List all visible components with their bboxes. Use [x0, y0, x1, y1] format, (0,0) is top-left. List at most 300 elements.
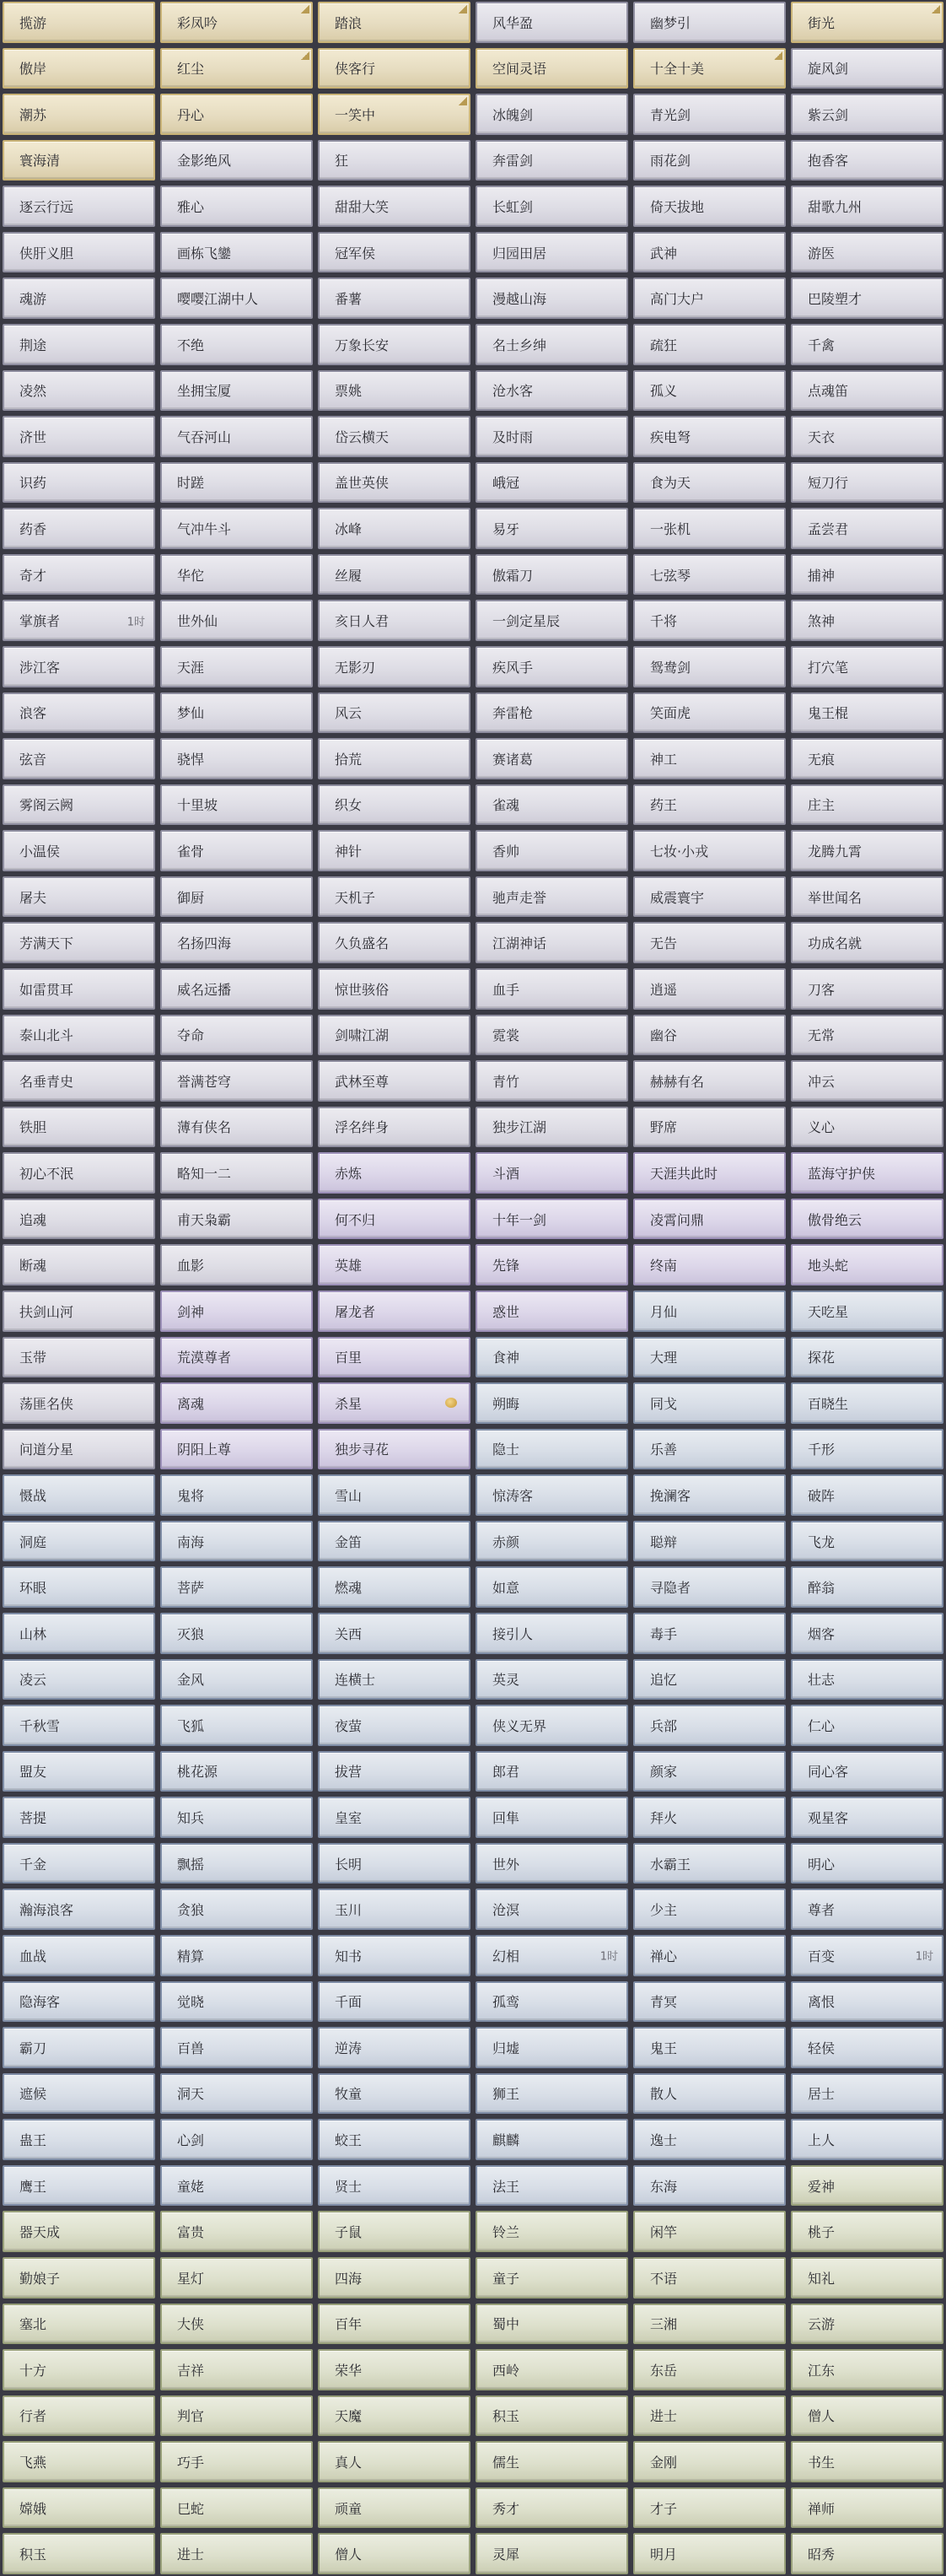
title-tile[interactable] — [633, 1935, 786, 1976]
title-tile[interactable] — [160, 2119, 313, 2160]
title-tile[interactable] — [791, 2395, 943, 2437]
title-tile[interactable] — [633, 1521, 786, 1562]
title-tile[interactable] — [633, 1659, 786, 1700]
title-tile[interactable] — [633, 2349, 786, 2390]
title-tile[interactable] — [318, 2533, 470, 2574]
title-tile[interactable] — [3, 2257, 155, 2298]
title-tile[interactable] — [3, 600, 155, 641]
title-tile[interactable] — [160, 1152, 313, 1194]
title-tile[interactable] — [791, 2211, 943, 2252]
title-tile[interactable] — [160, 140, 313, 181]
title-tile[interactable] — [3, 1889, 155, 1930]
title-tile[interactable] — [633, 2487, 786, 2529]
title-tile[interactable] — [318, 922, 470, 963]
title-tile[interactable] — [160, 968, 313, 1010]
title-tile[interactable] — [160, 922, 313, 963]
title-tile[interactable] — [160, 2027, 313, 2068]
title-tile[interactable] — [318, 693, 470, 734]
title-tile[interactable] — [318, 232, 470, 273]
title-tile[interactable] — [633, 1797, 786, 1838]
title-tile[interactable] — [476, 1705, 628, 1746]
title-tile[interactable] — [633, 554, 786, 595]
title-tile[interactable] — [160, 1382, 313, 1424]
title-tile[interactable] — [791, 1474, 943, 1516]
title-tile[interactable] — [3, 784, 155, 826]
title-tile[interactable] — [633, 48, 786, 89]
title-tile[interactable] — [633, 693, 786, 734]
title-tile[interactable] — [791, 2533, 943, 2574]
title-tile[interactable] — [318, 646, 470, 687]
title-tile[interactable] — [476, 2395, 628, 2437]
title-tile[interactable] — [633, 2257, 786, 2298]
title-tile[interactable] — [318, 2349, 470, 2390]
title-tile[interactable] — [3, 2211, 155, 2252]
title-tile[interactable] — [160, 1474, 313, 1516]
title-tile[interactable] — [476, 1613, 628, 1654]
title-tile[interactable] — [476, 2165, 628, 2207]
title-tile[interactable] — [633, 1981, 786, 2023]
title-tile[interactable] — [791, 2165, 943, 2207]
title-tile[interactable] — [476, 1382, 628, 1424]
title-tile[interactable] — [318, 1705, 470, 1746]
title-tile[interactable] — [791, 693, 943, 734]
title-tile[interactable] — [633, 1705, 786, 1746]
title-tile[interactable] — [160, 1613, 313, 1654]
title-tile[interactable] — [791, 1981, 943, 2023]
title-tile[interactable] — [791, 646, 943, 687]
title-tile[interactable] — [791, 1935, 943, 1976]
title-tile[interactable] — [791, 2, 943, 43]
title-tile[interactable] — [633, 462, 786, 504]
title-tile[interactable] — [791, 1244, 943, 1285]
title-tile[interactable] — [791, 1015, 943, 1056]
title-tile[interactable] — [318, 1060, 470, 1102]
title-tile[interactable] — [318, 1152, 470, 1194]
title-tile[interactable] — [3, 2395, 155, 2437]
title-tile[interactable] — [633, 232, 786, 273]
title-tile[interactable] — [318, 1751, 470, 1792]
title-tile[interactable] — [318, 140, 470, 181]
title-tile[interactable] — [160, 278, 313, 319]
title-tile[interactable] — [3, 2073, 155, 2115]
title-tile[interactable] — [791, 2119, 943, 2160]
title-tile[interactable] — [476, 186, 628, 227]
title-tile[interactable] — [3, 1981, 155, 2023]
title-tile[interactable] — [3, 738, 155, 779]
title-tile[interactable] — [791, 2257, 943, 2298]
title-tile[interactable] — [791, 94, 943, 135]
title-tile[interactable] — [318, 2119, 470, 2160]
title-tile[interactable] — [791, 416, 943, 457]
title-tile[interactable] — [318, 2211, 470, 2252]
title-tile[interactable] — [476, 324, 628, 365]
title-tile[interactable] — [3, 2441, 155, 2482]
title-tile[interactable] — [160, 48, 313, 89]
title-tile[interactable] — [476, 2304, 628, 2345]
title-tile[interactable] — [791, 1705, 943, 1746]
title-tile[interactable] — [791, 1429, 943, 1470]
title-tile[interactable] — [3, 1705, 155, 1746]
title-tile[interactable] — [633, 1060, 786, 1102]
title-tile[interactable] — [3, 94, 155, 135]
title-tile[interactable] — [476, 508, 628, 549]
title-tile[interactable] — [791, 1337, 943, 1378]
title-tile[interactable] — [318, 2441, 470, 2482]
title-tile[interactable] — [476, 1429, 628, 1470]
title-tile[interactable] — [476, 2441, 628, 2482]
title-tile[interactable] — [791, 462, 943, 504]
title-tile[interactable] — [633, 324, 786, 365]
title-tile[interactable] — [791, 554, 943, 595]
title-tile[interactable] — [318, 2027, 470, 2068]
title-tile[interactable] — [318, 784, 470, 826]
title-tile[interactable] — [633, 140, 786, 181]
title-tile[interactable] — [476, 1337, 628, 1378]
title-tile[interactable] — [3, 370, 155, 412]
title-tile[interactable] — [633, 1613, 786, 1654]
title-tile[interactable] — [476, 1981, 628, 2023]
title-tile[interactable] — [791, 1382, 943, 1424]
title-tile[interactable] — [476, 738, 628, 779]
title-tile[interactable] — [3, 278, 155, 319]
title-tile[interactable] — [318, 1474, 470, 1516]
title-tile[interactable] — [160, 2349, 313, 2390]
title-tile[interactable] — [476, 2027, 628, 2068]
title-tile[interactable] — [791, 600, 943, 641]
title-tile[interactable] — [160, 94, 313, 135]
title-tile[interactable] — [633, 600, 786, 641]
title-tile[interactable] — [633, 922, 786, 963]
title-tile[interactable] — [476, 784, 628, 826]
title-tile[interactable] — [633, 1152, 786, 1194]
title-tile[interactable] — [160, 1566, 313, 1608]
title-tile[interactable] — [3, 1382, 155, 1424]
title-tile[interactable] — [476, 1935, 628, 1976]
title-tile[interactable] — [160, 693, 313, 734]
title-tile[interactable] — [318, 462, 470, 504]
title-tile[interactable] — [791, 876, 943, 918]
title-tile[interactable] — [476, 2211, 628, 2252]
title-tile[interactable] — [318, 1935, 470, 1976]
title-tile[interactable] — [476, 554, 628, 595]
title-tile[interactable] — [791, 2487, 943, 2529]
title-tile[interactable] — [791, 1521, 943, 1562]
title-tile[interactable] — [476, 968, 628, 1010]
title-tile[interactable] — [3, 2487, 155, 2529]
title-tile[interactable] — [160, 1705, 313, 1746]
title-tile[interactable] — [3, 48, 155, 89]
title-tile[interactable] — [3, 693, 155, 734]
title-tile[interactable] — [318, 1889, 470, 1930]
title-tile[interactable] — [3, 554, 155, 595]
title-tile[interactable] — [160, 2165, 313, 2207]
title-tile[interactable] — [3, 1566, 155, 1608]
title-tile[interactable] — [633, 1199, 786, 1240]
title-tile[interactable] — [791, 2441, 943, 2482]
title-tile[interactable] — [160, 370, 313, 412]
title-tile[interactable] — [3, 646, 155, 687]
title-tile[interactable] — [318, 416, 470, 457]
title-tile[interactable] — [318, 1244, 470, 1285]
title-tile[interactable] — [318, 554, 470, 595]
title-tile[interactable] — [160, 2441, 313, 2482]
title-tile[interactable] — [633, 94, 786, 135]
title-tile[interactable] — [633, 1566, 786, 1608]
title-tile[interactable] — [160, 1843, 313, 1884]
title-tile[interactable] — [476, 2073, 628, 2115]
title-tile[interactable] — [633, 2073, 786, 2115]
title-tile[interactable] — [160, 232, 313, 273]
title-tile[interactable] — [318, 1291, 470, 1332]
title-tile[interactable] — [318, 186, 470, 227]
title-tile[interactable] — [318, 968, 470, 1010]
title-tile[interactable] — [633, 646, 786, 687]
title-tile[interactable] — [633, 738, 786, 779]
title-tile[interactable] — [318, 2257, 470, 2298]
title-tile[interactable] — [160, 2257, 313, 2298]
title-tile[interactable] — [476, 1060, 628, 1102]
title-tile[interactable] — [160, 324, 313, 365]
title-tile[interactable] — [318, 1981, 470, 2023]
title-tile[interactable] — [3, 922, 155, 963]
title-tile[interactable] — [318, 278, 470, 319]
title-tile[interactable] — [3, 2349, 155, 2390]
title-tile[interactable] — [160, 1935, 313, 1976]
title-tile[interactable] — [476, 48, 628, 89]
title-tile[interactable] — [633, 1244, 786, 1285]
title-tile[interactable] — [476, 2487, 628, 2529]
title-tile[interactable] — [318, 830, 470, 871]
title-tile[interactable] — [791, 370, 943, 412]
title-tile[interactable] — [633, 830, 786, 871]
title-tile[interactable] — [3, 1015, 155, 1056]
title-tile[interactable] — [476, 140, 628, 181]
title-tile[interactable] — [160, 2533, 313, 2574]
title-tile[interactable] — [476, 1474, 628, 1516]
title-tile[interactable] — [3, 2, 155, 43]
title-tile[interactable] — [160, 2304, 313, 2345]
title-tile[interactable] — [160, 600, 313, 641]
title-tile[interactable] — [476, 94, 628, 135]
title-tile[interactable] — [476, 1291, 628, 1332]
title-tile[interactable] — [633, 784, 786, 826]
title-tile[interactable] — [3, 1843, 155, 1884]
title-tile[interactable] — [160, 2, 313, 43]
title-tile[interactable] — [633, 2027, 786, 2068]
title-tile[interactable] — [633, 1382, 786, 1424]
title-tile[interactable] — [476, 1152, 628, 1194]
title-tile[interactable] — [160, 462, 313, 504]
title-tile[interactable] — [318, 324, 470, 365]
title-tile[interactable] — [160, 1199, 313, 1240]
title-tile[interactable] — [476, 830, 628, 871]
title-tile[interactable] — [318, 2073, 470, 2115]
title-tile[interactable] — [318, 1843, 470, 1884]
title-tile[interactable] — [160, 1337, 313, 1378]
title-tile[interactable] — [160, 2395, 313, 2437]
title-tile[interactable] — [3, 1291, 155, 1332]
title-tile[interactable] — [633, 1107, 786, 1148]
title-tile[interactable] — [476, 1566, 628, 1608]
title-tile[interactable] — [3, 1060, 155, 1102]
title-tile[interactable] — [318, 1566, 470, 1608]
title-tile[interactable] — [791, 1060, 943, 1102]
title-tile[interactable] — [318, 1107, 470, 1148]
title-tile[interactable] — [318, 1015, 470, 1056]
title-tile[interactable] — [160, 1429, 313, 1470]
title-tile[interactable] — [633, 2, 786, 43]
title-tile[interactable] — [3, 1474, 155, 1516]
title-tile[interactable] — [476, 1521, 628, 1562]
title-tile[interactable] — [160, 1797, 313, 1838]
title-tile[interactable] — [318, 1613, 470, 1654]
title-tile[interactable] — [160, 1521, 313, 1562]
title-tile[interactable] — [160, 1015, 313, 1056]
title-tile[interactable] — [3, 1613, 155, 1654]
title-tile[interactable] — [633, 370, 786, 412]
title-tile[interactable] — [791, 1152, 943, 1194]
title-tile[interactable] — [476, 370, 628, 412]
title-tile[interactable] — [791, 324, 943, 365]
title-tile[interactable] — [160, 1060, 313, 1102]
title-tile[interactable] — [476, 600, 628, 641]
title-tile[interactable] — [791, 738, 943, 779]
title-tile[interactable] — [633, 2211, 786, 2252]
title-tile[interactable] — [318, 508, 470, 549]
title-tile[interactable] — [318, 2165, 470, 2207]
title-tile[interactable] — [318, 738, 470, 779]
title-tile[interactable] — [476, 2257, 628, 2298]
title-tile[interactable] — [318, 876, 470, 918]
title-tile[interactable] — [791, 1613, 943, 1654]
title-tile[interactable] — [160, 1659, 313, 1700]
title-tile[interactable] — [160, 1291, 313, 1332]
title-tile[interactable] — [160, 876, 313, 918]
title-tile[interactable] — [476, 646, 628, 687]
title-tile[interactable] — [3, 876, 155, 918]
title-tile[interactable] — [633, 968, 786, 1010]
title-tile[interactable] — [791, 1751, 943, 1792]
title-tile[interactable] — [476, 1107, 628, 1148]
title-tile[interactable] — [318, 600, 470, 641]
title-tile[interactable] — [476, 2533, 628, 2574]
title-tile[interactable] — [3, 232, 155, 273]
title-tile[interactable] — [633, 2119, 786, 2160]
title-tile[interactable] — [476, 278, 628, 319]
title-tile[interactable] — [3, 2027, 155, 2068]
title-tile[interactable] — [3, 186, 155, 227]
title-tile[interactable] — [633, 1015, 786, 1056]
title-tile[interactable] — [160, 2073, 313, 2115]
title-tile[interactable] — [160, 784, 313, 826]
title-tile[interactable] — [791, 922, 943, 963]
title-tile[interactable] — [633, 1337, 786, 1378]
title-tile[interactable] — [160, 2211, 313, 2252]
title-tile[interactable] — [791, 1566, 943, 1608]
title-tile[interactable] — [3, 1429, 155, 1470]
title-tile[interactable] — [160, 554, 313, 595]
title-tile[interactable] — [160, 1981, 313, 2023]
title-tile[interactable] — [791, 968, 943, 1010]
title-tile[interactable] — [791, 186, 943, 227]
title-tile[interactable] — [633, 416, 786, 457]
title-tile[interactable] — [318, 1797, 470, 1838]
title-tile[interactable] — [633, 186, 786, 227]
title-tile[interactable] — [791, 1199, 943, 1240]
title-tile[interactable] — [318, 1521, 470, 1562]
title-tile[interactable] — [476, 1751, 628, 1792]
title-tile[interactable] — [476, 876, 628, 918]
title-tile[interactable] — [791, 1889, 943, 1930]
title-tile[interactable] — [476, 2349, 628, 2390]
title-tile[interactable] — [318, 370, 470, 412]
title-tile[interactable] — [633, 2395, 786, 2437]
title-tile[interactable] — [791, 1659, 943, 1700]
title-tile[interactable] — [791, 2304, 943, 2345]
title-tile[interactable] — [476, 1244, 628, 1285]
title-tile[interactable] — [160, 1751, 313, 1792]
title-tile[interactable] — [633, 1291, 786, 1332]
title-tile[interactable] — [791, 784, 943, 826]
title-tile[interactable] — [476, 1199, 628, 1240]
title-tile[interactable] — [476, 462, 628, 504]
title-tile[interactable] — [318, 2, 470, 43]
title-tile[interactable] — [633, 1843, 786, 1884]
title-tile[interactable] — [476, 1015, 628, 1056]
title-tile[interactable] — [160, 1107, 313, 1148]
title-tile[interactable] — [3, 324, 155, 365]
title-tile[interactable] — [633, 1474, 786, 1516]
title-tile[interactable] — [791, 830, 943, 871]
title-tile[interactable] — [791, 2073, 943, 2115]
title-tile[interactable] — [791, 278, 943, 319]
title-tile[interactable] — [318, 2304, 470, 2345]
title-tile[interactable] — [791, 232, 943, 273]
title-tile[interactable] — [3, 2304, 155, 2345]
title-tile[interactable] — [633, 1751, 786, 1792]
title-tile[interactable] — [476, 922, 628, 963]
title-tile[interactable] — [476, 1797, 628, 1838]
title-tile[interactable] — [633, 2533, 786, 2574]
title-tile[interactable] — [476, 693, 628, 734]
title-tile[interactable] — [3, 508, 155, 549]
title-tile[interactable] — [791, 1843, 943, 1884]
title-tile[interactable] — [3, 1107, 155, 1148]
title-tile[interactable] — [791, 1797, 943, 1838]
title-tile[interactable] — [160, 508, 313, 549]
title-tile[interactable] — [791, 140, 943, 181]
title-tile[interactable] — [3, 1751, 155, 1792]
title-tile[interactable] — [3, 2533, 155, 2574]
title-tile[interactable] — [3, 1337, 155, 1378]
title-tile[interactable] — [3, 416, 155, 457]
title-tile[interactable] — [3, 2119, 155, 2160]
title-tile[interactable] — [318, 1382, 470, 1424]
title-tile[interactable] — [791, 2349, 943, 2390]
title-tile[interactable] — [3, 1659, 155, 1700]
title-tile[interactable] — [791, 1107, 943, 1148]
title-tile[interactable] — [633, 876, 786, 918]
title-tile[interactable] — [633, 278, 786, 319]
title-tile[interactable] — [318, 1659, 470, 1700]
title-tile[interactable] — [318, 2395, 470, 2437]
title-tile[interactable] — [160, 1889, 313, 1930]
title-tile[interactable] — [476, 2, 628, 43]
title-tile[interactable] — [160, 186, 313, 227]
title-tile[interactable] — [633, 508, 786, 549]
title-tile[interactable] — [3, 1244, 155, 1285]
title-tile[interactable] — [633, 2441, 786, 2482]
